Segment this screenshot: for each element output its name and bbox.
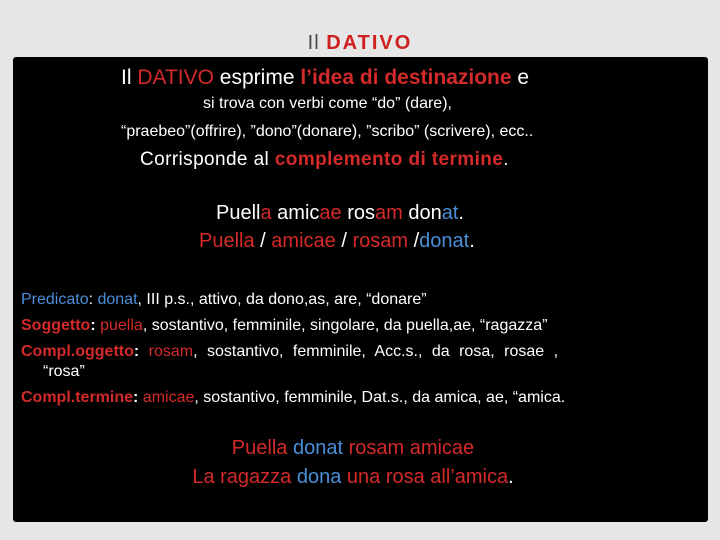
analysis-predicato	[21, 291, 427, 309]
word-rosam: rosam	[352, 230, 409, 252]
analysis-text: , sostantivo, femminile, singolare, da puella,ae, “ragazza”	[142, 317, 548, 334]
word-dona: dona	[291, 466, 347, 488]
intro-text: .	[503, 149, 509, 170]
analysis-oggetto-cont: “rosa”	[43, 363, 85, 380]
word-all-amica: all’amica	[424, 466, 509, 488]
ending: am	[375, 202, 403, 224]
word-la-ragazza: La ragazza	[192, 466, 292, 488]
word-rosam: rosam	[148, 343, 194, 360]
intro-text: Il	[121, 66, 138, 89]
label-compl-oggetto: Compl.oggetto	[21, 343, 134, 360]
colon: :	[133, 389, 143, 406]
intro-line-3: “praebeo”(offrire), ”dono”(donare), ”scribo” (scrivere), ecc..	[121, 123, 534, 140]
example-sentence-split	[199, 230, 475, 253]
period: .	[508, 466, 514, 488]
intro-text: esprime	[213, 66, 301, 89]
slide-title	[0, 32, 720, 55]
word-part: ros	[341, 202, 375, 224]
colon: :	[88, 291, 98, 308]
complemento-di-termine: complemento di termine	[274, 149, 504, 170]
analysis-text: , sostantivo, femminile, Acc.s., da rosa, rosae ,	[193, 343, 559, 360]
ending: a	[260, 202, 272, 224]
intro-text: Corrisponde al	[140, 149, 275, 170]
word-part: Puell	[216, 202, 261, 224]
separator: .	[469, 230, 475, 252]
intro-line-2: si trova con verbi come “do” (dare),	[203, 95, 452, 112]
word-puella: puella	[100, 317, 143, 334]
intro-text: e	[511, 66, 530, 89]
separator: /	[254, 230, 272, 252]
intro-line-1	[121, 66, 529, 90]
title-prefix: Il	[307, 32, 327, 54]
word-donat: donat	[419, 230, 470, 252]
word-amicae: amicae	[142, 389, 195, 406]
latin-sentence	[13, 437, 693, 460]
italian-translation	[13, 466, 693, 489]
word-puella: Puella	[231, 437, 288, 459]
word-part: amic	[271, 202, 320, 224]
label-predicato: Predicato	[21, 291, 89, 308]
analysis-oggetto	[21, 343, 558, 361]
word-donat: donat	[97, 291, 138, 308]
ending: ae	[319, 202, 342, 224]
separator: /	[335, 230, 353, 252]
title-keyword: DATIVO	[326, 32, 413, 54]
word-puella: Puella	[199, 230, 255, 252]
words-rosam-amicae: rosam amicae	[348, 437, 475, 459]
idea-destinazione: l’idea di destinazione	[300, 66, 512, 89]
label-soggetto: Soggetto	[21, 317, 91, 334]
word-una-rosa: una rosa	[346, 466, 425, 488]
analysis-text: , sostantivo, femminile, Dat.s., da amica, ae, “amica.	[194, 389, 566, 406]
example-sentence-1	[216, 202, 464, 225]
label-compl-termine: Compl.termine	[21, 389, 134, 406]
separator: /	[408, 230, 420, 252]
analysis-termine	[21, 389, 565, 407]
content-panel	[13, 57, 708, 522]
analysis-soggetto	[21, 317, 547, 335]
intro-line-4	[140, 149, 509, 171]
analysis-text: , III p.s., attivo, da dono,as, are, “donare”	[137, 291, 427, 308]
word-part: don	[402, 202, 442, 224]
colon: :	[133, 343, 149, 360]
colon: :	[90, 317, 101, 334]
word-part: .	[458, 202, 464, 224]
dativo-keyword: DATIVO	[137, 66, 214, 89]
word-donat: donat	[287, 437, 349, 459]
ending: at	[441, 202, 459, 224]
word-amicae: amicae	[271, 230, 336, 252]
